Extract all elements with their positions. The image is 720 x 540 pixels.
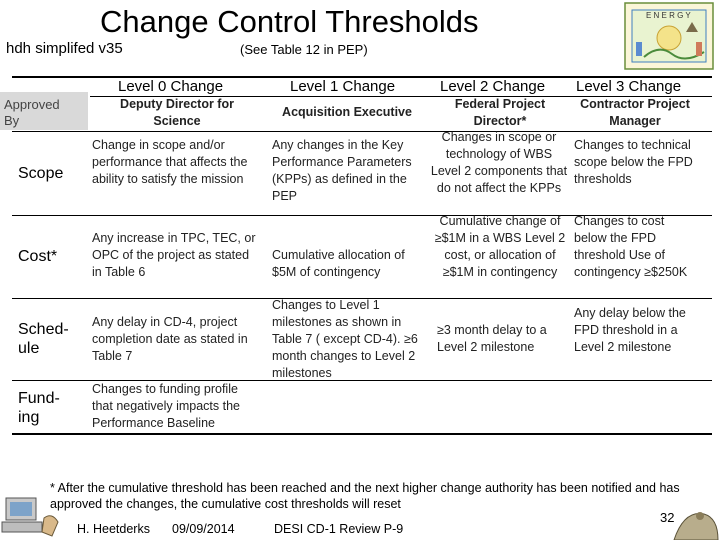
row-label-scope: Scope xyxy=(18,165,64,182)
row-label-schedule-part-2: ule xyxy=(18,340,40,357)
column-header-level-3: Level 3 Change xyxy=(576,78,682,95)
approver-level-2: Federal Project Director* xyxy=(454,97,546,128)
approved-by-label-cell xyxy=(0,92,88,130)
cost-level-0: Any increase in TPC, TEC, or OPC of the project as stated in Table 6 xyxy=(92,231,256,279)
approver-level-0: Deputy Director for Science xyxy=(120,97,234,128)
row-label-funding xyxy=(18,389,60,427)
scope-level-1: Any changes in the Key Performance Parameters (KPPs) as defined in the PEP xyxy=(272,138,412,203)
svg-text:E N E R G Y: E N E R G Y xyxy=(646,11,691,20)
row-label-schedule xyxy=(18,320,69,358)
schedule-level-0: Any delay in CD-4, project completion date as stated in Table 7 xyxy=(92,315,248,363)
schedule-level-3: Any delay below the FPD threshold in a Level 2 milestone xyxy=(574,306,686,354)
cost-level-1: Cumulative allocation of $5M of contingency xyxy=(272,248,405,279)
version-subtitle: hdh simplifed v35 xyxy=(6,40,123,57)
approved-by-label: Approved By xyxy=(4,97,60,128)
cost-level-3: Changes to cost below the FPD threshold Use of contingency ≥$250K xyxy=(574,214,688,279)
column-header-level-0: Level 0 Change xyxy=(118,78,224,95)
funding-level-0: Changes to funding profile that negatively impacts the Performance Baseline xyxy=(92,382,240,430)
column-header-level-2: Level 2 Change xyxy=(440,78,546,95)
cartoon-figure-icon xyxy=(670,504,720,540)
schedule-level-1: Changes to Level 1 milestones as shown in Table 7 ( except CD-4). ≥6 month changes to Level 2 milestones xyxy=(272,298,418,380)
footer-review: DESI CD-1 Review P-9 xyxy=(274,522,404,536)
scope-level-3: Changes to technical scope below the FPD thresholds xyxy=(574,138,693,186)
cost-footnote: * After the cumulative threshold has been reached and the next higher change authority has been notified and has approved the changes, the cumulative cost thresholds will reset xyxy=(50,481,680,511)
table-reference-note: (See Table 12 in PEP) xyxy=(240,42,368,57)
energy-logo xyxy=(624,2,714,70)
cost-level-2: Cumulative change of ≥$1M in a WBS Level 2 cost, or allocation of ≥$1M in contingency xyxy=(434,214,566,279)
approver-level-1: Acquisition Executive xyxy=(282,105,412,119)
row-label-funding-part-1: Fund- xyxy=(18,390,60,407)
page-title: Change Control Thresholds xyxy=(100,4,479,39)
column-header-level-1: Level 1 Change xyxy=(290,78,396,95)
scope-level-2: Changes in scope or technology of WBS Level 2 components that do not affect the KPPs xyxy=(430,130,568,195)
row-label-funding-part-2: ing xyxy=(18,409,40,426)
page-number: 32 xyxy=(660,510,675,525)
row-label-cost: Cost* xyxy=(18,248,58,265)
footer-date: 09/09/2014 xyxy=(172,522,235,536)
schedule-level-2: ≥3 month delay to a Level 2 milestone xyxy=(437,323,547,354)
footer-author: H. Heetderks xyxy=(77,522,150,536)
approver-level-3: Contractor Project Manager xyxy=(580,97,690,128)
row-label-schedule-part-1: Sched- xyxy=(18,321,69,338)
scope-level-0: Change in scope and/or performance that affects the ability to satisfy the mission xyxy=(92,138,248,186)
computer-clipart-icon xyxy=(0,488,62,540)
